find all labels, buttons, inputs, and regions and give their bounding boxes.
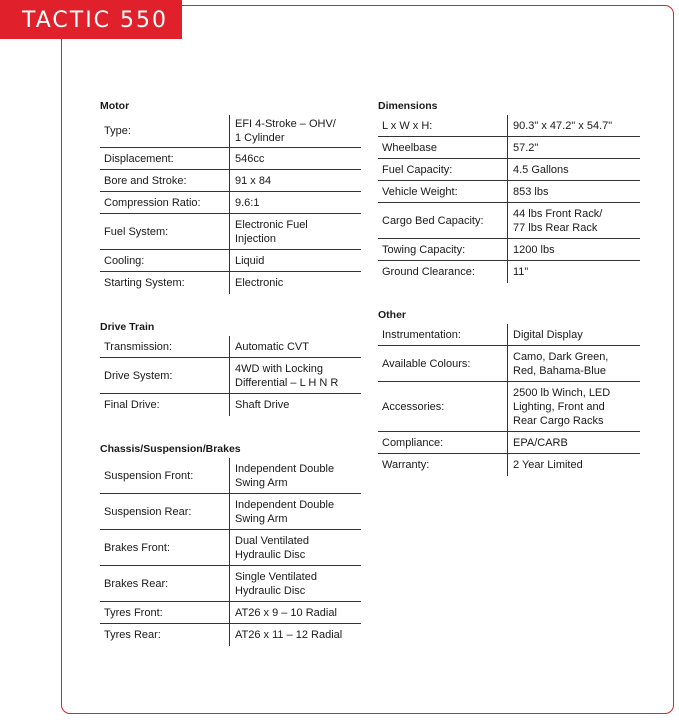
spec-label: Wheelbase bbox=[382, 141, 438, 154]
spec-value: 546cc bbox=[229, 148, 361, 169]
spec-label: Available Colours: bbox=[382, 357, 471, 370]
spec-label: Brakes Front: bbox=[104, 541, 171, 554]
spec-value: 57.2" bbox=[507, 137, 640, 158]
spec-value: EPA/CARB bbox=[507, 432, 640, 453]
spec-label: Suspension Front: bbox=[104, 469, 194, 482]
spec-row bbox=[378, 324, 640, 346]
spec-label: Accessories: bbox=[382, 400, 445, 413]
spec-row bbox=[100, 566, 361, 602]
spec-value: Liquid bbox=[229, 250, 361, 271]
spec-label: Starting System: bbox=[104, 277, 185, 289]
spec-value: Digital Display bbox=[507, 324, 640, 345]
spec-value: 1200 lbs bbox=[507, 239, 640, 260]
spec-label: Brakes Rear: bbox=[104, 577, 169, 590]
spec-value: Independent Double Swing Arm bbox=[229, 494, 361, 529]
spec-label: Instrumentation: bbox=[382, 328, 461, 341]
spec-value: Electronic Fuel Injection bbox=[229, 214, 361, 249]
section-drive-train bbox=[100, 320, 361, 416]
spec-value: Automatic CVT bbox=[229, 336, 361, 357]
spec-label: Fuel System: bbox=[104, 225, 169, 238]
spec-label: Transmission: bbox=[104, 340, 173, 353]
spec-label: Warranty: bbox=[382, 459, 430, 471]
spec-value: Electronic bbox=[229, 272, 361, 294]
spec-value: 853 lbs bbox=[507, 181, 640, 202]
spec-row bbox=[100, 148, 361, 170]
spec-value: 4.5 Gallons bbox=[507, 159, 640, 180]
spec-row bbox=[100, 624, 361, 646]
section-title: Other bbox=[378, 309, 407, 321]
spec-label: Bore and Stroke: bbox=[104, 174, 187, 187]
section-title: Dimensions bbox=[378, 100, 438, 112]
spec-value: Dual Ventilated Hydraulic Disc bbox=[229, 530, 361, 565]
spec-row bbox=[378, 115, 640, 137]
spec-value: 44 lbs Front Rack/ 77 lbs Rear Rack bbox=[507, 203, 640, 238]
spec-label: Compression Ratio: bbox=[104, 196, 201, 209]
left-column bbox=[100, 99, 361, 646]
spec-label: Type: bbox=[104, 125, 131, 137]
spec-row bbox=[100, 602, 361, 624]
spec-value: EFI 4-Stroke – OHV/ 1 Cylinder bbox=[229, 115, 361, 147]
spec-value: 9.6:1 bbox=[229, 192, 361, 213]
spec-row bbox=[378, 137, 640, 159]
spec-label: Tyres Rear: bbox=[104, 629, 161, 641]
spec-row bbox=[100, 494, 361, 530]
section-title: Motor bbox=[100, 100, 130, 112]
spec-row bbox=[100, 272, 361, 294]
spec-row bbox=[100, 336, 361, 358]
spec-label: Cargo Bed Capacity: bbox=[382, 214, 484, 227]
spec-row bbox=[100, 250, 361, 272]
spec-label: Compliance: bbox=[382, 436, 444, 449]
spec-label: Suspension Rear: bbox=[104, 505, 192, 518]
right-column bbox=[378, 99, 640, 476]
spec-label: Fuel Capacity: bbox=[382, 163, 453, 176]
spec-value: Independent Double Swing Arm bbox=[229, 458, 361, 493]
spec-value: 4WD with Locking Differential – L H N R bbox=[229, 358, 361, 393]
spec-value: AT26 x 9 – 10 Radial bbox=[229, 602, 361, 623]
spec-row bbox=[378, 181, 640, 203]
spec-label: Final Drive: bbox=[104, 399, 160, 411]
spec-row bbox=[100, 458, 361, 494]
spec-label: L x W x H: bbox=[382, 119, 433, 132]
spec-label: Displacement: bbox=[104, 152, 174, 165]
spec-label: Tyres Front: bbox=[104, 606, 163, 619]
spec-row bbox=[100, 530, 361, 566]
spec-value: Single Ventilated Hydraulic Disc bbox=[229, 566, 361, 601]
section-motor bbox=[100, 99, 361, 294]
spec-value: Camo, Dark Green, Red, Bahama-Blue bbox=[507, 346, 640, 381]
spec-value: 2500 lb Winch, LED Lighting, Front and Rear Cargo Racks bbox=[507, 382, 640, 431]
spec-row bbox=[100, 394, 361, 416]
section-dimensions bbox=[378, 99, 640, 283]
spec-value: AT26 x 11 – 12 Radial bbox=[229, 624, 361, 646]
spec-row bbox=[378, 261, 640, 283]
spec-label: Vehicle Weight: bbox=[382, 185, 458, 198]
spec-row bbox=[378, 432, 640, 454]
spec-row bbox=[378, 346, 640, 382]
spec-row bbox=[378, 454, 640, 476]
spec-value: 11" bbox=[507, 261, 640, 283]
spec-label: Drive System: bbox=[104, 369, 173, 382]
spec-row bbox=[378, 159, 640, 181]
section-other bbox=[378, 308, 640, 476]
spec-value: 90.3" x 47.2" x 54.7" bbox=[507, 115, 640, 136]
section-title: Chassis/Suspension/Brakes bbox=[100, 443, 241, 455]
spec-row bbox=[100, 115, 361, 148]
page-title: TACTIC 550 bbox=[0, 0, 182, 39]
spec-value: 2 Year Limited bbox=[507, 454, 640, 476]
spec-value: Shaft Drive bbox=[229, 394, 361, 416]
spec-row bbox=[100, 214, 361, 250]
section-title: Drive Train bbox=[100, 321, 155, 333]
spec-label: Cooling: bbox=[104, 254, 145, 267]
spec-row bbox=[378, 239, 640, 261]
spec-row bbox=[378, 382, 640, 432]
spec-row bbox=[100, 192, 361, 214]
spec-value: 91 x 84 bbox=[229, 170, 361, 191]
spec-row bbox=[100, 358, 361, 394]
spec-label: Ground Clearance: bbox=[382, 266, 475, 278]
spec-row bbox=[100, 170, 361, 192]
spec-label: Towing Capacity: bbox=[382, 243, 466, 256]
section-chassis-suspension-brakes bbox=[100, 442, 361, 646]
spec-row bbox=[378, 203, 640, 239]
